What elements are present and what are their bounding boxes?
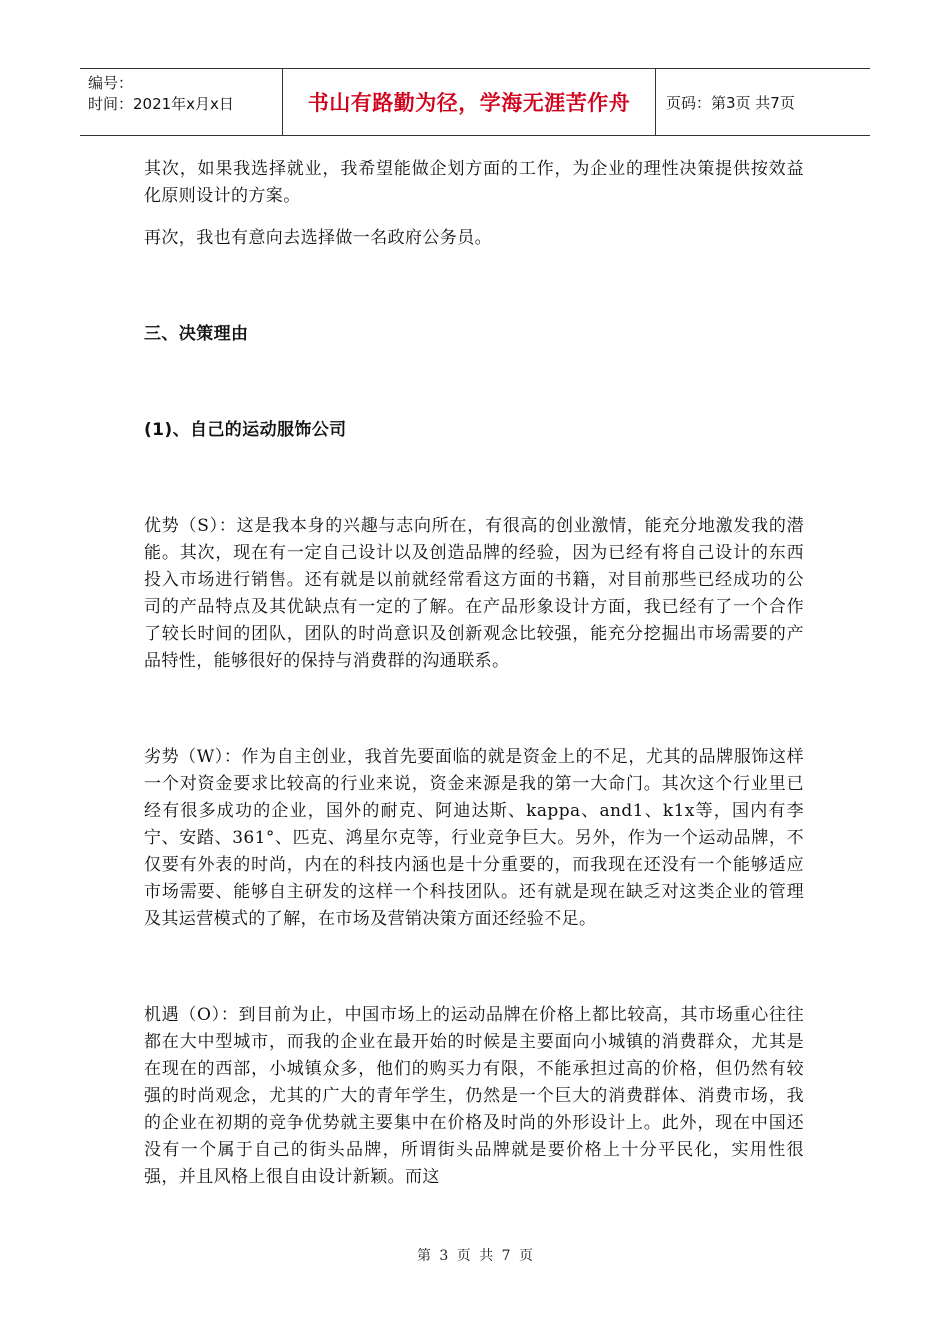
section-heading-decision-reasons: 三、决策理由 [144,324,249,344]
header-page-info: 页码：第3页 共7页 [666,93,795,112]
header-motto: 书山有路勤为径，学海无涯苦作舟 [282,69,656,135]
subsection-heading-sportswear-company: (1)、自己的运动服饰公司 [144,420,347,440]
paragraph-employment: 其次，如果我选择就业，我希望能做企划方面的工作，为企业的理性决策提供按效益化原则设计的方案。 [144,159,804,206]
header-meta [80,69,282,135]
paragraph-weaknesses: 劣势（W）：作为自主创业，我首先要面临的就是资金上的不足，尤其的品牌服饰这样一个对资金要求比较高的行业来说，资金来源是我的第一大命门。其次这个行业里已经有很多成功的企业，国外的耐克、阿迪达斯、kappa、and1、k1x等，国内有李宁、安踏、361°、匹克、鸿星尔克等，行业竞争巨大。另外，作为一个运动品牌，不仅要有外表的时尚，内在的科技内涵也是十分重要的，而我现在还没有一个能够适应市场需要、能够自主研发的这样一个科技团队。还有就是现在缺乏对这类企业的管理及其运营模式的了解，在市场及营销决策方面还经验不足。 [144,747,804,929]
document-number-label: 编号： [88,74,134,92]
paragraph-strengths: 优势（S）：这是我本身的兴趣与志向所在，有很高的创业激情，能充分地激发我的潜能。其次，现在有一定自己设计以及创造品牌的经验，因为已经有将自己设计的东西投入市场进行销售。还有就是以前就经常看这方面的书籍，对目前那些已经成功的公司的产品特点及其优缺点有一定的了解。在产品形象设计方面，我已经有了一个合作了较长时间的团队，团队的时尚意识及创新观念比较强，能充分挖掘出市场需要的产品特性，能够很好的保持与消费群的沟通联系。 [144,516,804,671]
document-date: 时间：2021年x月x日 [88,95,234,113]
paragraph-civil-servant: 再次，我也有意向去选择做一名政府公务员。 [144,228,492,248]
page-footer: 第 3 页 共 7 页 [416,1248,534,1264]
document-body [144,156,804,1191]
page-header [80,68,870,136]
paragraph-opportunities: 机遇（O）：到目前为止，中国市场上的运动品牌在价格上都比较高，其市场重心往往都在大中型城市，而我的企业在最开始的时候是主要面向小城镇的消费群众，尤其是在现在的西部，小城镇众多，他们的购买力有限，不能承担过高的价格，但仍然有较强的时尚观念，尤其的广大的青年学生，仍然是一个巨大的消费群体、消费市场，我的企业在初期的竞争优势就主要集中在价格及时尚的外形设计上。此外，现在中国还没有一个属于自己的街头品牌，所谓街头品牌就是要价格上十分平民化，实用性很强，并且风格上很自由设计新颖。而这 [144,1005,804,1187]
